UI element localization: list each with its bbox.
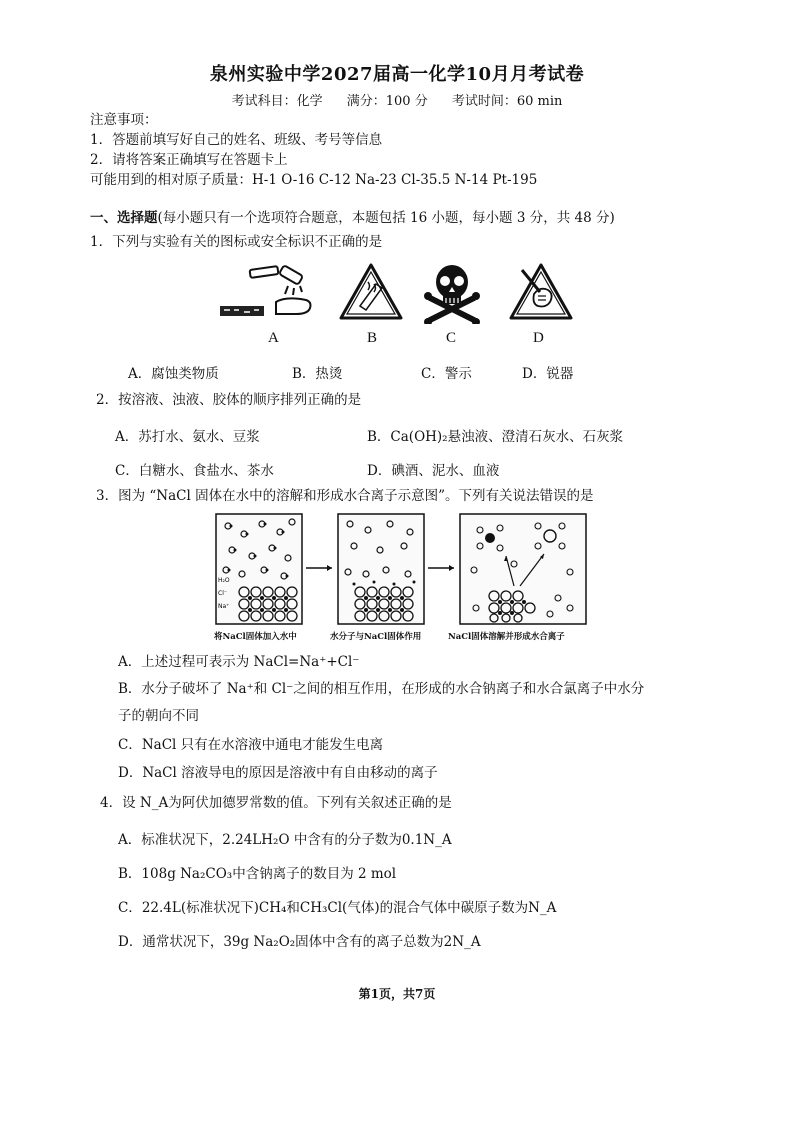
atomic-masses: 可能用到的相对原子质量：H-1 O-16 C-12 Na-23 Cl-35.5 N-14 Pt-195 — [90, 172, 538, 188]
q4-option-c: C．22.4L(标准状况下)CH₄和CH₃Cl(气体)的混合气体中碳原子数为N_A — [118, 900, 557, 916]
q2-option-d: D．碘酒、泥水、血液 — [367, 463, 500, 479]
q3-option-d: D．NaCl 溶液导电的原因是溶液中有自由移动的离子 — [118, 765, 438, 781]
q3-caption-3: NaCl固体溶解并形成水合离子 — [448, 632, 565, 642]
corrosive-icon — [218, 262, 328, 332]
section-1-heading: 一、选择题 — [90, 210, 158, 226]
page-footer: 第1页，共7页 — [358, 987, 436, 1001]
q3-caption-1: 将NaCl固体加入水中 — [214, 632, 297, 642]
section-1-header — [90, 208, 615, 228]
q3-option-b-line1: B．水分子破坏了 Na⁺和 Cl⁻之间的相互作用，在形成的水合钠离子和水合氯离子中水分 — [118, 681, 645, 697]
q2-option-a: A．苏打水、氨水、豆浆 — [115, 429, 260, 445]
panel-2 — [338, 514, 424, 624]
q1-figure-label-b: B — [367, 330, 378, 346]
legend-water: H₂O — [218, 577, 230, 584]
q1-option-a: A．腐蚀类物质 — [128, 366, 219, 382]
q1-figure-label-d: D — [533, 330, 544, 346]
exam-title: 泉州实验中学2027届高一化学10月月考试卷 — [209, 64, 585, 85]
panel-1 — [216, 514, 302, 624]
q1-option-d: D．锐器 — [522, 366, 574, 382]
q4-option-d: D．通常状况下，39g Na₂O₂固体中含有的离子总数为2N_A — [118, 934, 481, 950]
q1-option-b: B．热烫 — [292, 366, 343, 382]
q4-option-a: A．标准状况下，2.24LH₂O 中含有的分子数为0.1N_A — [118, 832, 452, 848]
q3-figure — [214, 512, 589, 636]
q2-option-b: B．Ca(OH)₂悬浊液、澄清石灰水、石灰浆 — [367, 429, 624, 445]
q3-option-b-line2: 子的朝向不同 — [118, 708, 199, 724]
q3-option-a: A．上述过程可表示为 NaCl=Na⁺+Cl⁻ — [118, 654, 360, 670]
notice-item-1: 1．答题前填写好自己的姓名、班级、考号等信息 — [90, 132, 383, 148]
exam-duration: 考试时间：60 min — [451, 94, 563, 109]
exam-info — [0, 90, 794, 109]
sharp-object-icon — [508, 262, 574, 326]
heat-icon — [338, 262, 404, 326]
q2-option-c: C．白糖水、食盐水、茶水 — [115, 463, 274, 479]
skull-icon — [424, 262, 480, 328]
q4-option-b: B．108g Na₂CO₃中含钠离子的数目为 2 mol — [118, 866, 397, 882]
q1-option-c: C．警示 — [421, 366, 472, 382]
section-1-desc: (每小题只有一个选项符合题意，本题包括 16 小题，每小题 3 分，共 48 分) — [157, 210, 615, 226]
q1-figure-label-c: C — [446, 330, 457, 346]
exam-subject: 考试科目：化学 — [231, 94, 323, 109]
legend-sodium: Na⁺ — [218, 603, 230, 610]
legend-chloride: Cl⁻ — [218, 590, 228, 597]
q4-stem: 4．设 N_A为阿伏加德罗常数的值。下列有关叙述正确的是 — [100, 795, 452, 811]
q1-stem: 1．下列与实验有关的图标或安全标识不正确的是 — [90, 234, 383, 250]
notice-heading: 注意事项： — [90, 112, 158, 128]
panel-3 — [460, 514, 586, 624]
q3-stem: 3．图为 “NaCl 固体在水中的溶解和形成水合离子示意图”。下列有关说法错误的是 — [96, 488, 594, 504]
q2-stem: 2．按溶液、浊液、胶体的顺序排列正确的是 — [96, 392, 362, 408]
q3-caption-2: 水分子与NaCl固体作用 — [330, 632, 422, 642]
q1-figure-label-a: A — [268, 330, 279, 346]
exam-full-score: 满分：100 分 — [346, 94, 428, 109]
q3-option-c: C．NaCl 只有在水溶液中通电才能发生电离 — [118, 737, 384, 753]
notice-item-2: 2．请将答案正确填写在答题卡上 — [90, 152, 288, 168]
